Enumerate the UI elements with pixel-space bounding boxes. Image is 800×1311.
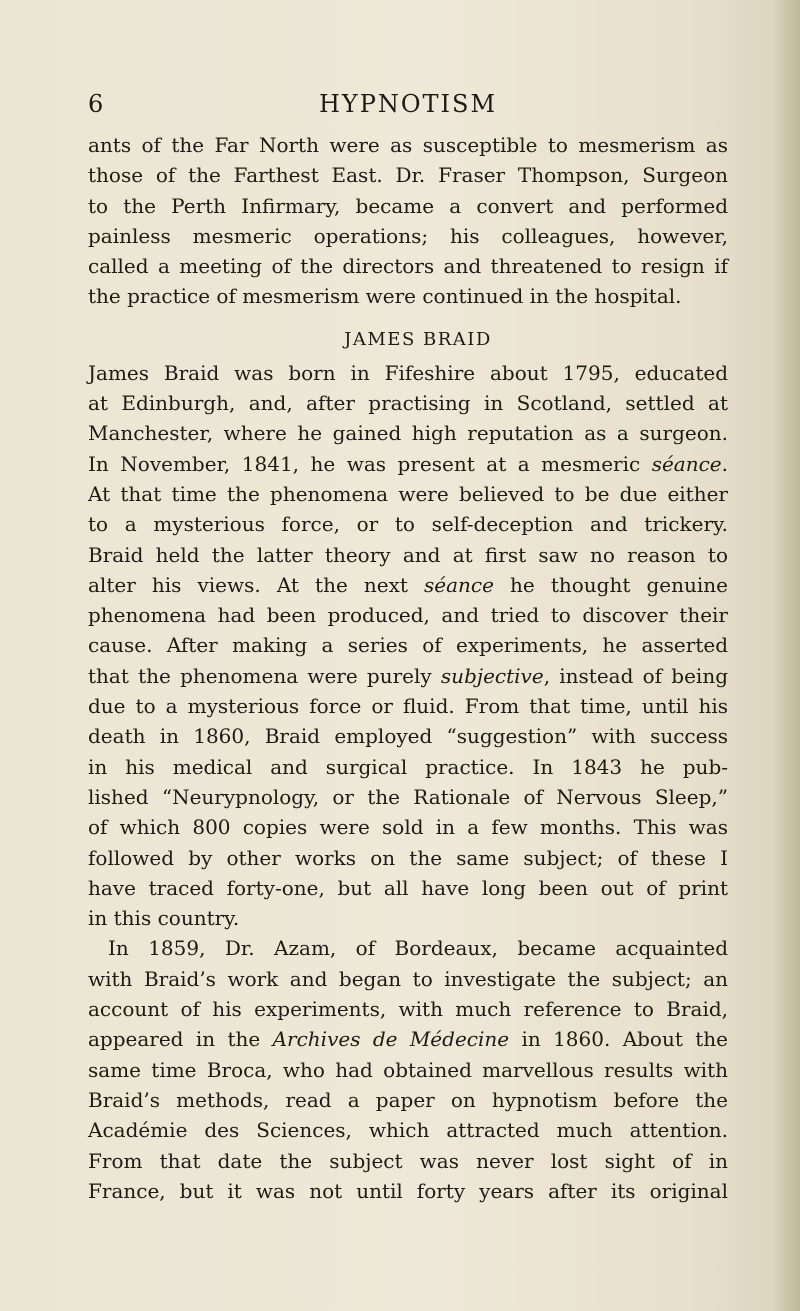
text-line (88, 600, 728, 630)
text-line (88, 843, 728, 873)
text-line (88, 933, 728, 963)
text-line (88, 1085, 728, 1115)
italic-term: séance (651, 451, 722, 476)
italic-term: subjective (440, 663, 544, 688)
text-line (88, 449, 728, 479)
text-run: in his medical and surgical practice. In 1843 he pub- (88, 754, 728, 779)
text-line (88, 782, 728, 812)
text-run: at Edinburgh, and, after practising in Scotland, settled at (88, 391, 728, 416)
text-run: At that time the phenomena were believed to be due either (88, 481, 728, 506)
text-run: . (721, 451, 728, 476)
text-run: due to a mysterious force or fluid. From that time, until his (88, 694, 728, 719)
text-line (88, 540, 728, 570)
text-run: that the phenomena were purely (88, 663, 441, 688)
text-line (88, 1024, 728, 1054)
text-run: of which 800 copies were sold in a few months. This was (88, 815, 728, 840)
text-run: with Braid’s work and began to investigate the subject; an (88, 966, 728, 991)
page-header (88, 90, 728, 130)
paragraph-mesmerism (88, 130, 728, 312)
text-line (88, 721, 728, 751)
text-run: Académie des Sciences, which attracted much attention. (88, 1118, 728, 1143)
text-line (88, 994, 728, 1024)
italic-term: séance (423, 572, 494, 597)
text-run: the practice of mesmerism were continued in the hospital. (88, 284, 682, 309)
text-run: ants of the Far North were as susceptible to mesmerism as (88, 133, 728, 157)
text-run: , instead of being (543, 663, 729, 688)
text-run: France, but it was not until forty years after its original (88, 1178, 728, 1203)
text-line (88, 130, 728, 160)
text-run: alter his views. At the next (88, 572, 424, 597)
italic-term: Archives de Médecine (272, 1027, 510, 1052)
text-run: Braid held the latter theory and at first saw no reason to (88, 542, 728, 567)
text-line (88, 873, 728, 903)
text-run: cause. After making a series of experiments, he asserted (88, 633, 728, 658)
section-heading: JAMES BRAID (344, 328, 492, 350)
text-run: have traced forty-one, but all have long been out of print (88, 875, 728, 900)
text-run: death in 1860, Braid employed “suggestion” with success (88, 724, 728, 749)
text-run: lished “Neurypnology, or the Rationale of Nervous Sleep,” (88, 784, 728, 809)
text-line (88, 903, 728, 933)
text-line (88, 964, 728, 994)
text-run: From that date the subject was never lost sight of in (88, 1148, 728, 1173)
text-line (88, 661, 728, 691)
text-run: in this country. (88, 906, 240, 931)
body-text (88, 130, 728, 1206)
text-run: Manchester, where he gained high reputation as a surgeon. (88, 421, 728, 446)
text-run: phenomena had been produced, and tried to discover their (88, 603, 728, 628)
text-run: followed by other works on the same subject; of these I (88, 845, 728, 870)
text-run: In November, 1841, he was present at a mesmeric (88, 451, 652, 476)
text-line (88, 191, 728, 221)
text-line (88, 691, 728, 721)
text-run: to a mysterious force, or to self-deception and trickery. (88, 512, 728, 537)
text-run: he thought genuine (493, 572, 728, 597)
text-line (88, 479, 728, 509)
text-line (88, 630, 728, 660)
text-run: to the Perth Infirmary, became a convert and performed (88, 193, 728, 218)
text-run: James Braid was born in Fifeshire about 1795, educated (88, 360, 728, 385)
text-run: Braid’s methods, read a paper on hypnotism before the (88, 1087, 728, 1112)
text-line (88, 812, 728, 842)
paragraph-james-braid (88, 358, 728, 1206)
text-run: appeared in the (88, 1027, 273, 1052)
text-line (88, 281, 728, 311)
text-line (88, 752, 728, 782)
page-number: 6 (88, 90, 105, 118)
text-line (88, 1146, 728, 1176)
running-head: HYPNOTISM (318, 90, 498, 118)
text-run: called a meeting of the directors and threatened to resign if (88, 254, 728, 279)
text-run: In 1859, Dr. Azam, of Bordeaux, became acquainted (88, 936, 728, 961)
text-line (88, 221, 728, 251)
text-line (88, 1055, 728, 1085)
page-edge-shadow (772, 0, 800, 1311)
text-line (88, 509, 728, 539)
text-run: in 1860. About the (509, 1027, 729, 1052)
text-line (88, 388, 728, 418)
text-run: same time Broca, who had obtained marvellous results with (88, 1057, 728, 1082)
text-line (88, 1176, 728, 1206)
text-line (88, 358, 728, 388)
text-line (88, 570, 728, 600)
text-line (88, 418, 728, 448)
text-run: painless mesmeric operations; his colleagues, however, (88, 223, 728, 248)
text-line (88, 251, 728, 281)
text-line (88, 160, 728, 190)
text-line (88, 1115, 728, 1145)
text-run: those of the Farthest East. Dr. Fraser Thompson, Surgeon (88, 163, 728, 188)
text-run: account of his experiments, with much reference to Braid, (88, 997, 728, 1022)
